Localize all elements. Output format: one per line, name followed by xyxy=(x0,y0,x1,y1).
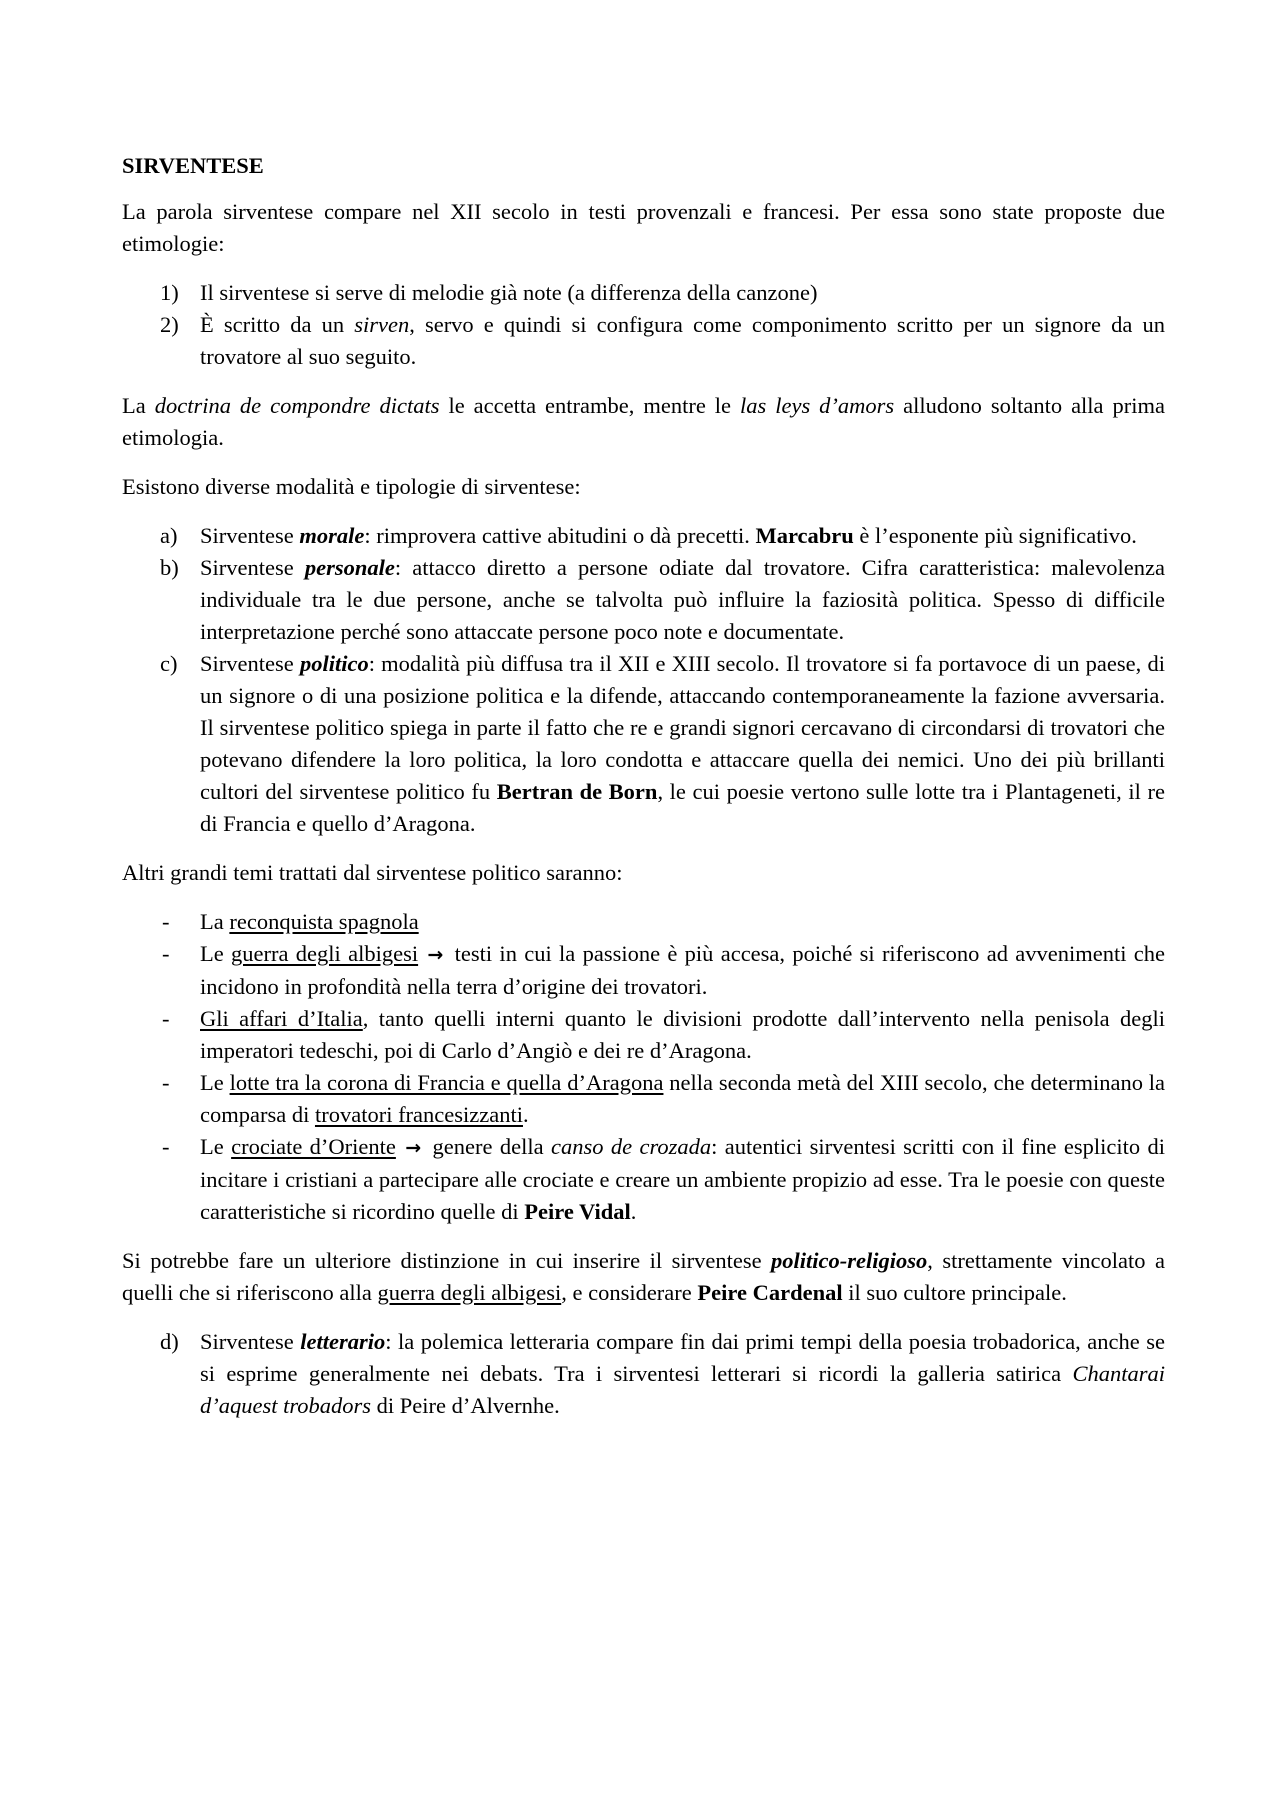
etymology-text: È scritto da un xyxy=(200,312,355,337)
emphasis-text: las leys d’amors xyxy=(740,393,895,418)
further-paragraph xyxy=(122,1245,1165,1309)
paragraph-text: genere della xyxy=(425,1134,551,1159)
list-item xyxy=(122,906,1165,938)
list-item xyxy=(122,938,1165,1003)
underlined-topic: guerra degli albigesi xyxy=(377,1280,562,1305)
types-intro-paragraph: Esistono diverse modalità e tipologie di sirventese: xyxy=(122,474,581,499)
paragraph-text: . xyxy=(630,1199,637,1224)
author-name: Peire Cardenal xyxy=(697,1280,843,1305)
paragraph-text: nella seconda metà del XIII secolo, che determinano la comparsa di xyxy=(200,1070,1166,1127)
paragraph-text: . xyxy=(522,1102,529,1127)
list-item xyxy=(122,552,1165,648)
paragraph-text: : rimprovera cattive abitudini o dà precetti. xyxy=(364,523,756,548)
paragraph-text: Le xyxy=(200,941,232,966)
dash-marker: - xyxy=(162,1070,170,1095)
arrow-right-icon: → xyxy=(405,1137,422,1159)
list-item xyxy=(122,1131,1165,1228)
list-item xyxy=(122,520,1165,552)
list-marker: 1) xyxy=(160,280,179,305)
dash-marker: - xyxy=(162,1006,170,1031)
paragraph-text: La xyxy=(122,393,155,418)
paragraph-text: : autentici sirventesi scritti con il fine esplicito di incitare i cristiani a partecipare alle crociate e creare un ambiente propizio ad esse. Tra le poesie con queste caratteristiche si ricordino quelle di xyxy=(200,1134,1165,1224)
paragraph-text: Le xyxy=(200,1070,230,1095)
emphasis-text: Chantarai d’aquest trobadors xyxy=(200,1361,1165,1418)
paragraph-text: è l’esponente più significativo. xyxy=(853,523,1137,548)
paragraph-text: Sirventese xyxy=(200,555,305,580)
paragraph-text: Sirventese xyxy=(200,523,300,548)
doctrina-paragraph xyxy=(122,390,1165,454)
paragraph-text: testi in cui la passione è più accesa, poiché si riferiscono ad avvenimenti che incidono in profondità nella terra d’origine dei trovatori. xyxy=(200,941,1165,999)
author-name: Marcabru xyxy=(755,523,854,548)
author-name: Peire Vidal xyxy=(524,1199,631,1224)
paragraph-text: di Peire d’Alvernhe. xyxy=(371,1393,560,1418)
paragraph-text: Si potrebbe fare un ulteriore distinzione in cui inserire il sirventese xyxy=(122,1248,772,1273)
underlined-topic: trovatori francesizzanti xyxy=(314,1102,523,1127)
dash-marker: - xyxy=(162,1134,170,1159)
type-name: morale xyxy=(299,523,365,548)
list-item xyxy=(122,648,1165,840)
list-marker: a) xyxy=(160,523,178,548)
list-marker: b) xyxy=(160,555,179,580)
underlined-topic: lotte tra la corona di Francia e quella d’Aragona xyxy=(229,1070,664,1095)
list-marker: 2) xyxy=(160,312,179,337)
list-item xyxy=(122,1326,1165,1422)
list-marker: d) xyxy=(160,1329,179,1354)
paragraph-text: : modalità più diffusa tra il XII e XIII secolo. Il trovatore si fa portavoce di un paese, di un signore o di una posizione politica e la difende, attaccando contemporaneamente la fazione avversaria. Il sirventese politico spiega in parte il fatto che re e grandi signori cercavano di circondarsi di trovatori che potevano difendere la loro politica, la loro condotta e attaccare quella dei nemici. Uno dei più brillanti cultori del sirventese politico fu xyxy=(200,651,1165,804)
types-list xyxy=(122,520,1165,840)
list-item xyxy=(122,277,1165,309)
type-name: letterario xyxy=(300,1329,386,1354)
etymology-text: Il sirventese si serve di melodie già note (a differenza della canzone) xyxy=(200,280,818,305)
emphasis-text: canso de crozada xyxy=(550,1134,712,1159)
list-item xyxy=(122,1067,1165,1131)
underlined-topic: crociate d’Oriente xyxy=(231,1134,396,1159)
underlined-topic: Gli affari d’Italia xyxy=(200,1006,363,1031)
paragraph-text: La xyxy=(200,909,230,934)
paragraph-text: , strettamente vincolato a quelli che si riferiscono alla xyxy=(122,1248,1165,1305)
paragraph-text: alludono soltanto alla prima etimologia. xyxy=(122,393,1165,450)
type-name: personale xyxy=(304,555,395,580)
type-name: politico-religioso xyxy=(771,1248,928,1273)
paragraph-text: Le xyxy=(200,1134,232,1159)
underlined-topic: guerra degli albigesi xyxy=(231,941,419,966)
type-name: politico xyxy=(299,651,369,676)
paragraph-text: Sirventese xyxy=(200,1329,301,1354)
dash-marker: - xyxy=(162,909,170,934)
paragraph-text: , le cui poesie vertono sulle lotte tra i Plantageneti, il re di Francia e quello d’Aragona. xyxy=(200,779,1166,836)
paragraph-text: , e considerare xyxy=(561,1280,698,1305)
underlined-topic: reconquista spagnola xyxy=(229,909,419,934)
emphasis-text: sirven xyxy=(354,312,410,337)
list-item xyxy=(122,309,1165,373)
dash-marker: - xyxy=(162,941,170,966)
types-list-continued xyxy=(122,1326,1165,1422)
list-marker: c) xyxy=(160,651,178,676)
arrow-right-icon: → xyxy=(427,944,444,966)
paragraph-text: : attacco diretto a persone odiate dal trovatore. Cifra caratteristica: malevolenza individuale tra le due persone, anche se talvolta può influire la faziosità politica. Spesso di difficile interpretazione perché sono attaccate persone poco note e documentate. xyxy=(200,555,1165,644)
paragraph-text: le accetta entrambe, mentre le xyxy=(439,393,740,418)
themes-intro-paragraph: Altri grandi temi trattati dal sirventese politico saranno: xyxy=(122,860,623,885)
author-name: Bertran de Born xyxy=(496,779,658,804)
etymology-list xyxy=(122,277,1165,373)
themes-list xyxy=(122,906,1165,1228)
paragraph-text: Sirventese xyxy=(200,651,300,676)
emphasis-text: doctrina de compondre dictats xyxy=(154,393,440,418)
list-item xyxy=(122,1003,1165,1067)
paragraph-text: : la polemica letteraria compare fin dai primi tempi della poesia trobadorica, anche se si esprime generalmente nei debats. Tra i sirventesi letterari si ricordi la galleria satirica xyxy=(200,1329,1165,1386)
etymology-text: , servo e quindi si configura come componimento scritto per un signore da un trovatore al suo seguito. xyxy=(200,312,1165,369)
document-title: SIRVENTESE xyxy=(122,153,264,178)
intro-paragraph: La parola sirventese compare nel XII secolo in testi provenzali e francesi. Per essa sono state proposte due etimologie: xyxy=(122,199,1165,256)
paragraph-text: il suo cultore principale. xyxy=(842,1280,1067,1305)
paragraph-text: , tanto quelli interni quanto le divisioni prodotte dall’intervento nella penisola degli imperatori tedeschi, poi di Carlo d’Angiò e dei re d’Aragona. xyxy=(200,1006,1166,1063)
